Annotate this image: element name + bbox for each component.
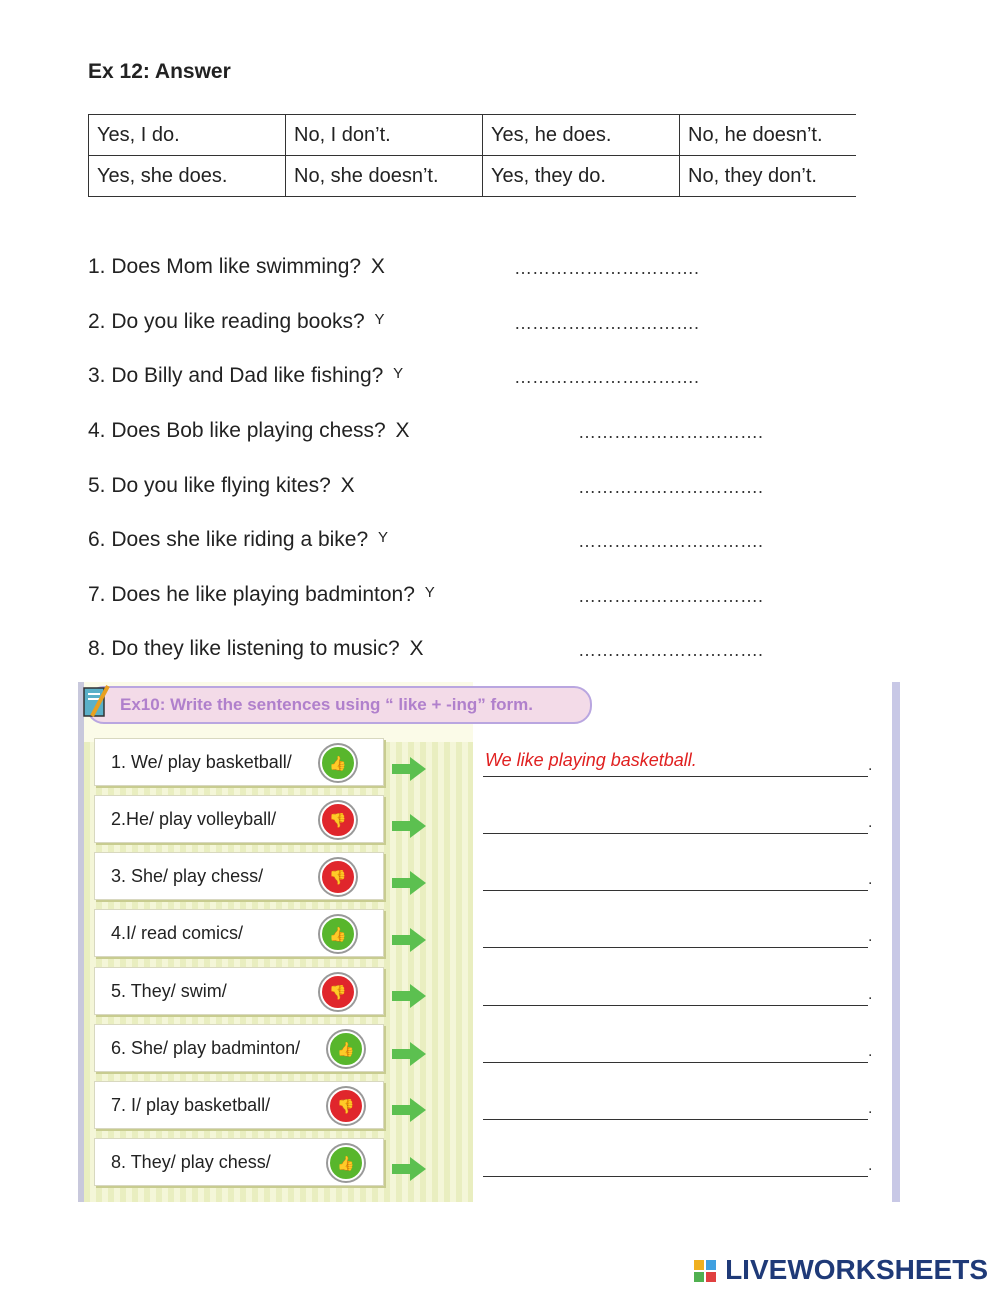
- prompt-card-7: 7. I/ play basketball/: [94, 1081, 384, 1129]
- table-cell: Yes, they do.: [483, 156, 680, 197]
- thumbs-up-icon: 👍: [320, 745, 356, 781]
- prompt-card-1: 1. We/ play basketball/: [94, 738, 384, 786]
- answer-line-6[interactable]: [483, 1036, 868, 1063]
- answer-line-5[interactable]: [483, 979, 868, 1006]
- arrow-right-icon: [392, 757, 426, 781]
- table-cell: Yes, she does.: [89, 156, 286, 197]
- cross-mark: X: [370, 255, 385, 278]
- prompt-card-4: 4.I/ read comics/: [94, 909, 384, 957]
- check-mark: Y: [378, 529, 389, 546]
- arrow-right-icon: [392, 1042, 426, 1066]
- cross-mark: X: [395, 419, 410, 442]
- question-1: 1. Does Mom like swimming? X: [88, 255, 385, 278]
- table-cell: Yes, he does.: [483, 115, 680, 156]
- thumbs-up-icon: 👍: [320, 916, 356, 952]
- question-8: 8. Do they like listening to music? X: [88, 637, 424, 660]
- cross-mark: X: [340, 474, 355, 497]
- answer-blank-5[interactable]: ………………………….: [578, 477, 764, 497]
- question-7: 7. Does he like playing badminton? Y: [88, 583, 435, 606]
- period: .: [868, 871, 873, 888]
- answer-blank-3[interactable]: ………………………….: [514, 367, 700, 387]
- question-3: 3. Do Billy and Dad like fishing? Y: [88, 364, 404, 387]
- table-row: [89, 156, 856, 197]
- answer-blank-6[interactable]: ………………………….: [578, 531, 764, 551]
- period: .: [868, 757, 873, 774]
- prompt-card-5: 5. They/ swim/: [94, 967, 384, 1015]
- check-mark: Y: [424, 584, 435, 601]
- exercise-title: Ex 12: Answer: [88, 60, 231, 83]
- question-2: 2. Do you like reading books? Y: [88, 310, 385, 333]
- table-cell: No, I don’t.: [286, 115, 483, 156]
- exercise-10-heading-text: Ex10: Write the sentences using “ like + -ing” form.: [120, 695, 533, 714]
- check-mark: Y: [393, 365, 404, 382]
- table-cell: No, they don’t.: [680, 156, 856, 197]
- arrow-right-icon: [392, 871, 426, 895]
- answer-blank-1[interactable]: ………………………….: [514, 258, 700, 278]
- answer-line-7[interactable]: [483, 1093, 868, 1120]
- thumbs-down-icon: 👎: [328, 1088, 364, 1124]
- arrow-right-icon: [392, 928, 426, 952]
- answer-line-3[interactable]: [483, 864, 868, 891]
- decor-stripe: [892, 682, 900, 1202]
- answer-line-8[interactable]: [483, 1150, 868, 1177]
- arrow-right-icon: [392, 814, 426, 838]
- arrow-right-icon: [392, 984, 426, 1008]
- arrow-right-icon: [392, 1157, 426, 1181]
- question-5: 5. Do you like flying kites? X: [88, 474, 355, 497]
- table-cell: No, she doesn’t.: [286, 156, 483, 197]
- liveworksheets-logo[interactable]: LIVEWORKSHEETS: [725, 1254, 988, 1285]
- answer-options-table: [88, 114, 856, 197]
- period: .: [868, 1100, 873, 1117]
- prompt-card-3: 3. She/ play chess/: [94, 852, 384, 900]
- table-cell: No, he doesn’t.: [680, 115, 856, 156]
- arrow-right-icon: [392, 1098, 426, 1122]
- prompt-card-8: 8. They/ play chess/: [94, 1138, 384, 1186]
- thumbs-down-icon: 👎: [320, 974, 356, 1010]
- answer-line-2[interactable]: [483, 807, 868, 834]
- prompt-card-6: 6. She/ play badminton/: [94, 1024, 384, 1072]
- answer-blank-4[interactable]: ………………………….: [578, 422, 764, 442]
- answer-blank-2[interactable]: ………………………….: [514, 313, 700, 333]
- thumbs-up-icon: 👍: [328, 1031, 364, 1067]
- period: .: [868, 1043, 873, 1060]
- period: .: [868, 928, 873, 945]
- answer-blank-7[interactable]: ………………………….: [578, 586, 764, 606]
- question-4: 4. Does Bob like playing chess? X: [88, 419, 410, 442]
- liveworksheets-logo-icon: [694, 1260, 716, 1282]
- exercise-10-heading: [86, 686, 592, 724]
- answer-line-1[interactable]: [483, 750, 868, 777]
- cross-mark: X: [409, 637, 424, 660]
- question-6: 6. Does she like riding a bike? Y: [88, 528, 389, 551]
- table-row: [89, 115, 856, 156]
- answer-blank-8[interactable]: ………………………….: [578, 640, 764, 660]
- check-mark: Y: [374, 311, 385, 328]
- table-cell: Yes, I do.: [89, 115, 286, 156]
- thumbs-down-icon: 👎: [320, 859, 356, 895]
- period: .: [868, 1157, 873, 1174]
- notepad-pencil-icon: [82, 682, 110, 720]
- period: .: [868, 986, 873, 1003]
- answer-line-4[interactable]: [483, 921, 868, 948]
- answer-text-1: We like playing basketball.: [485, 750, 697, 770]
- prompt-card-2: 2.He/ play volleyball/: [94, 795, 384, 843]
- thumbs-down-icon: 👎: [320, 802, 356, 838]
- thumbs-up-icon: 👍: [328, 1145, 364, 1181]
- period: .: [868, 814, 873, 831]
